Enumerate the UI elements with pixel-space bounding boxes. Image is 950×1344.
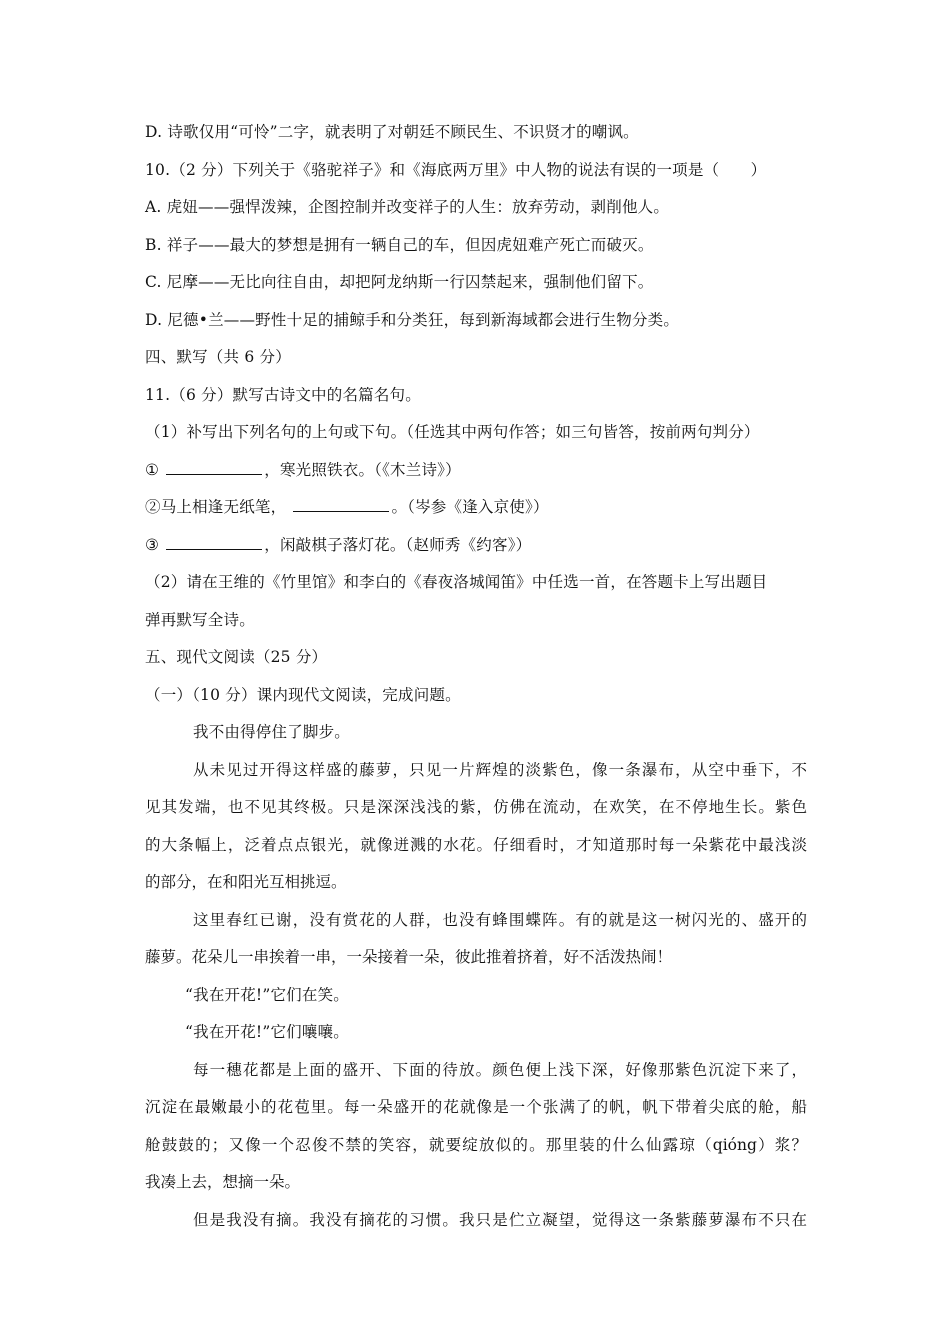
passage-p2-line4: 的部分，在和阳光互相挑逗。 bbox=[145, 873, 347, 891]
q10-option-a: A. 虎妞——强悍泼辣，企图控制并改变祥子的人生：放弃劳动，剥削他人。 bbox=[145, 198, 670, 216]
item3-prefix: ③ bbox=[145, 536, 160, 554]
item1-suffix: ，寒光照铁衣。（《木兰诗》） bbox=[264, 461, 461, 479]
answer-blank-1[interactable] bbox=[166, 460, 262, 475]
q11-item1 bbox=[145, 460, 461, 480]
q11-item2 bbox=[145, 497, 549, 517]
section5-sub1: （一）（10 分）课内现代文阅读，完成问题。 bbox=[145, 686, 461, 704]
q10-option-c: C. 尼摩——无比向往自由，却把阿龙纳斯一行囚禁起来，强制他们留下。 bbox=[145, 273, 654, 291]
passage-p2-line2: 见其发端，也不见其终极。只是深深浅浅的紫，仿佛在流动，在欢笑，在不停地生长。紫色 bbox=[145, 798, 807, 816]
passage-p2-line1: 从未见过开得这样盛的藤萝，只见一片辉煌的淡紫色，像一条瀑布，从空中垂下，不 bbox=[193, 761, 807, 779]
item1-prefix: ① bbox=[145, 461, 160, 479]
section5-title: 五、现代文阅读（25 分） bbox=[145, 648, 328, 666]
q9-option-d: D. 诗歌仅用“可怜”二字，就表明了对朝廷不顾民生、不识贤才的嘲讽。 bbox=[145, 123, 639, 141]
q11-part2-line1: （2）请在王维的《竹里馆》和李白的《春夜洛城闻笛》中任选一首，在答题卡上写出题目 bbox=[145, 573, 768, 591]
passage-p2-line3: 的大条幅上，泛着点点银光，就像迸溅的水花。仔细看时，才知道那时每一朵紫花中最浅淡 bbox=[145, 836, 807, 854]
passage-p4: “我在开花!”它们在笑。 bbox=[185, 986, 349, 1004]
section4-title: 四、默写（共 6 分） bbox=[145, 348, 291, 366]
passage-p6-line2: 沉淀在最嫩最小的花苞里。每一朵盛开的花就像是一个张满了的帆，帆下带着尖底的舱，船 bbox=[145, 1098, 807, 1116]
answer-blank-3[interactable] bbox=[166, 535, 262, 550]
passage-p3-line2: 藤萝。花朵儿一串挨着一串，一朵接着一朵，彼此推着挤着，好不活泼热闹！ bbox=[145, 948, 673, 966]
item2-suffix: 。（岑参《逢入京使》） bbox=[391, 498, 549, 516]
passage-p3-line1: 这里春红已谢，没有赏花的人群，也没有蜂围蝶阵。有的就是这一树闪光的、盛开的 bbox=[193, 911, 807, 929]
q11-part1: （1）补写出下列名句的上句或下句。（任选其中两句作答；如三句皆答，按前两句判分） bbox=[145, 423, 760, 441]
passage-p5: “我在开花!”它们嚷嚷。 bbox=[185, 1023, 349, 1041]
passage-p7-line1: 但是我没有摘。我没有摘花的习惯。我只是伫立凝望，觉得这一条紫藤萝瀑布不只在 bbox=[193, 1211, 807, 1229]
q11-item3 bbox=[145, 535, 531, 555]
q11-part2-line2: 弹再默写全诗。 bbox=[145, 611, 255, 629]
passage-p1: 我不由得停住了脚步。 bbox=[193, 723, 351, 741]
item3-suffix: ，闲敲棋子落灯花。（赵师秀《约客》） bbox=[264, 536, 532, 554]
passage-p6-line4: 我凑上去，想摘一朵。 bbox=[145, 1173, 301, 1191]
item2-prefix: ②马上相逢无纸笔， bbox=[145, 498, 287, 516]
q10-option-d: D. 尼德•兰——野性十足的捕鲸手和分类狂，每到新海域都会进行生物分类。 bbox=[145, 311, 680, 329]
answer-blank-2[interactable] bbox=[293, 497, 389, 512]
q10-stem: 10.（2 分）下列关于《骆驼祥子》和《海底两万里》中人物的说法有误的一项是（ ） bbox=[145, 161, 767, 179]
passage-p6-line1: 每一穗花都是上面的盛开、下面的待放。颜色便上浅下深，好像那紫色沉淀下来了， bbox=[193, 1061, 807, 1079]
q10-option-b: B. 祥子——最大的梦想是拥有一辆自己的车，但因虎妞难产死亡而破灭。 bbox=[145, 236, 654, 254]
q11-stem: 11.（6 分）默写古诗文中的名篇名句。 bbox=[145, 386, 421, 404]
passage-p6-line3: 舱鼓鼓的；又像一个忍俊不禁的笑容，就要绽放似的。那里装的什么仙露琼（qióng）浆？ bbox=[145, 1136, 807, 1154]
